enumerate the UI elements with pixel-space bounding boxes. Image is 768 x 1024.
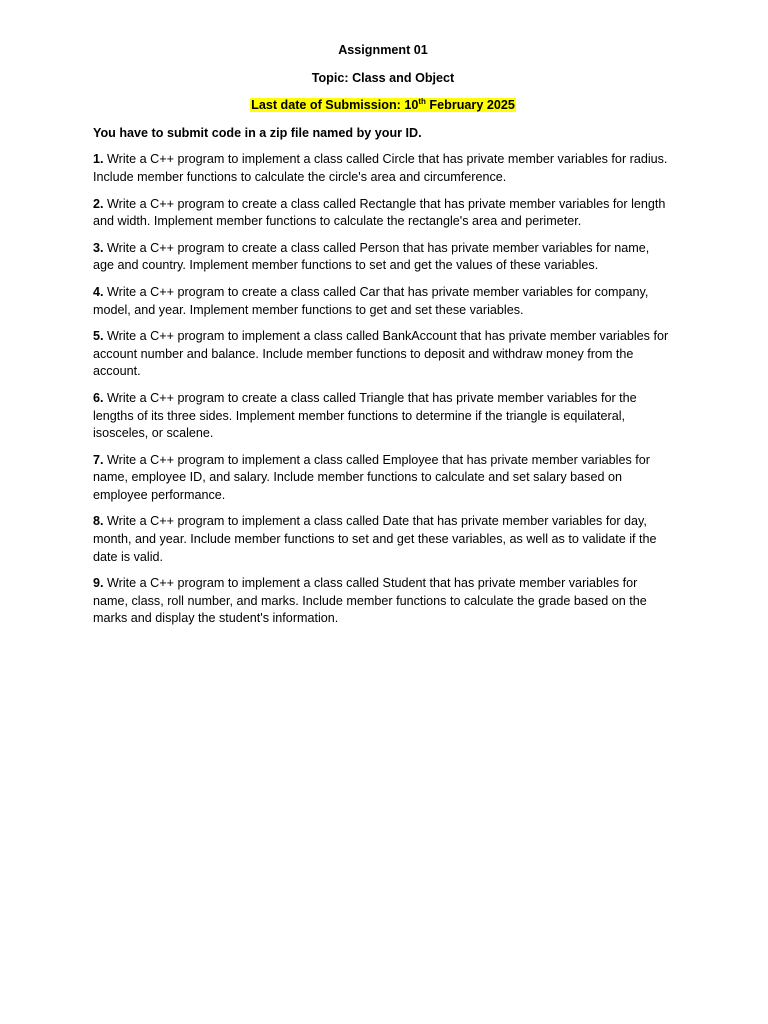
question-number: 8. [93, 514, 104, 529]
question-item [93, 390, 673, 443]
question-text: Write a C++ program to create a class called Triangle that has private member variables for the lengths of its three sides. Implement member functions to determine if the triangle is equilateral, isosceles, or scalene. [93, 390, 637, 441]
deadline-line [93, 97, 673, 115]
deadline-suffix: February 2025 [425, 98, 515, 113]
document-body [93, 42, 673, 637]
assignment-title: Assignment 01 [338, 43, 428, 57]
deadline-prefix: Last date of Submission: 10 [251, 98, 419, 113]
submission-instruction: You have to submit code in a zip file named by your ID. [93, 125, 422, 140]
question-text: Write a C++ program to implement a class called Date that has private member variables for day, month, and year. Include member functions to set and get these variables, as well as to validate if the date is valid. [93, 514, 657, 564]
question-text: Write a C++ program to implement a class called BankAccount that has private member variables for account number and balance. Include member functions to deposit and withdraw money from the account. [93, 329, 669, 379]
question-text: Write a C++ program to create a class called Rectangle that has private member variables for length and width. Implement member functions to calculate the rectangle's area and perimeter. [93, 196, 666, 229]
question-item [93, 452, 673, 505]
question-text: Write a C++ program to implement a class called Student that has private member variables for name, class, roll number, and marks. Include member functions to calculate the grade based on the marks and display the student's information. [93, 576, 647, 626]
question-text: Write a C++ program to create a class called Person that has private member variables for name, age and country. Implement member functions to set and get the values of these variables. [93, 240, 650, 273]
question-item [93, 151, 673, 186]
question-item [93, 196, 673, 231]
question-item [93, 575, 673, 628]
question-item [93, 284, 673, 319]
question-number: 3. [93, 240, 104, 255]
question-number: 5. [93, 329, 104, 344]
question-text: Write a C++ program to implement a class called Employee that has private member variables for name, employee ID, and salary. Include member functions to calculate and set salary based on employee performance. [93, 452, 650, 502]
question-number: 1. [93, 152, 104, 167]
question-item [93, 513, 673, 566]
question-number: 2. [93, 196, 104, 211]
question-number: 6. [93, 390, 104, 405]
deadline-highlight [250, 98, 516, 112]
question-number: 7. [93, 452, 104, 467]
question-text: Write a C++ program to implement a class called Circle that has private member variables for radius. Include member functions to calculate the circle's area and circumference. [93, 152, 668, 184]
question-list [93, 151, 673, 628]
question-item [93, 328, 673, 381]
deadline-ordinal-suffix: th [418, 97, 426, 106]
question-item [93, 240, 673, 275]
question-number: 4. [93, 284, 104, 299]
question-text: Write a C++ program to create a class called Car that has private member variables for company, model, and year. Implement member functions to get and set these variables. [93, 284, 649, 317]
assignment-topic: Topic: Class and Object [311, 70, 455, 85]
question-number: 9. [93, 576, 104, 591]
